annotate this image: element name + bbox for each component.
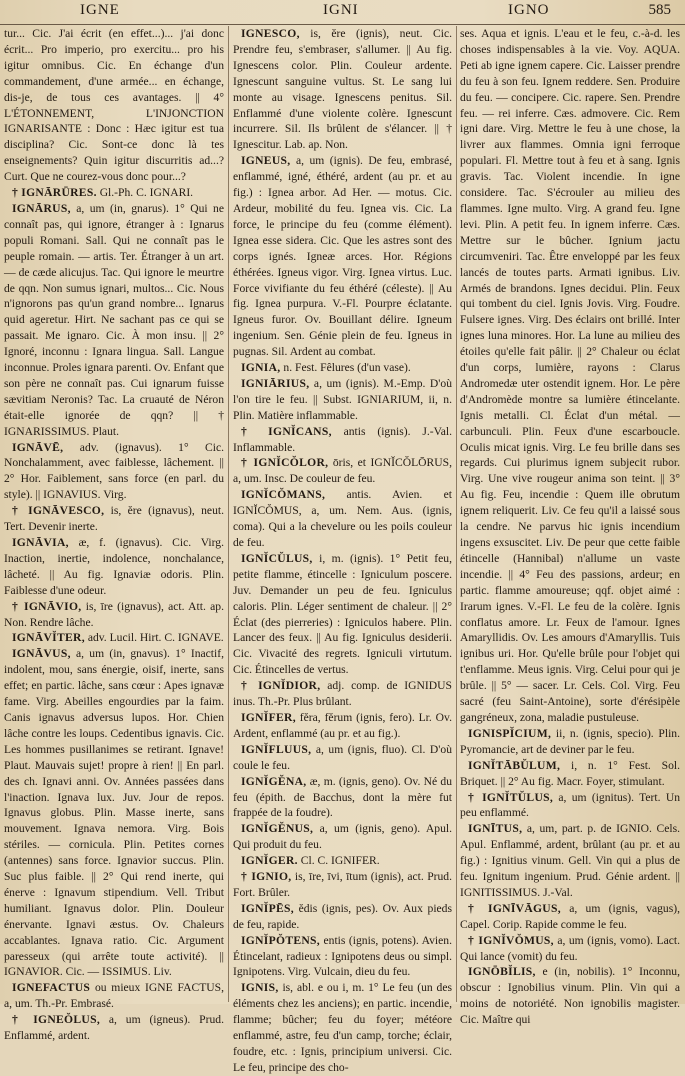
entry-headword: IGNĬGER. [241, 854, 298, 868]
entry-headword: IGNESCO, [241, 27, 300, 40]
dictionary-entry [233, 742, 452, 774]
entry-text: a, um (ignis, geno). Apul. Qui produit du feu. [233, 822, 452, 852]
entry-headword: IGNĬGĔNA, [241, 774, 307, 788]
dictionary-entry [4, 980, 224, 1012]
entry-headword: IGNĀVĒ, [12, 440, 64, 454]
dictionary-entry [233, 980, 452, 1075]
entry-text: a, um (ignis). M.-Emp. D'où l'on tire le feu. || Subst. IGNIARIUM, ii, n. Plin. Matière inflammable. [233, 376, 452, 422]
right-guide-word: IGNO [508, 2, 550, 18]
entry-headword: † IGNIO, [241, 870, 292, 884]
entry-headword: IGNĬPĒS, [241, 901, 294, 915]
entry-text: a, um (ignis). De feu, embrasé, enflammé, igné, éthéré, ardent (au pr. et au fig.) : Ignea arbor. Ad Her. — motus. Cic. Ardeur, mobilité du feu. Ignea vis. Cic. La force, le principe du feu (comme élément). Ignea esse sidera. Cic. Que les astres sont des corps ignés. Igneæ arces. Hor. Régions éthérées. Igneus vigor. Virg. Ignea virtus. Luc. Force vivifiante du feu éthéré (céleste). || Au fig. Ignea purpura. V.-Fl. Pourpre éclatante. Igneus furor. Ov. Bouillant délire. Igneum ingenium. Sen. Génie plein de feu. Igneus in pugnas. Sil. Ardent au combat. [233, 154, 453, 359]
entry-text: ōris, et IGNĬCŎLŌRUS, a, um. Insc. De couleur de feu. [233, 456, 453, 486]
entry-headword: IGNĬFER, [241, 710, 296, 724]
dictionary-entry [233, 869, 452, 901]
dictionary-entry [4, 440, 224, 504]
entry-text: a, um (ignis, fluo). Cl. D'où coule le feu. [233, 742, 452, 772]
entry-text: is, ĕre (ignis), neut. Cic. Prendre feu, s'embraser, s'allumer. || Au fig. Ignescens color. Plin. Couleur ardente. Ignescunt sanguine vultus. St. Le sang lui monte au visage. Ignescens penitus. Sil. Enflammé d'une violente colère. Ignescunt incurrere. Sil. Ils brûlent de s'élancer. || † Ignescitur. Lab. ap. Non. [233, 27, 452, 152]
dictionary-entry [4, 201, 224, 440]
dictionary-entry [233, 710, 452, 742]
entry-headword: † IGNĬTŬLUS, [468, 790, 554, 804]
dictionary-entry [4, 185, 224, 201]
entry-text: fĕra, fĕrum (ignis, fero). Lr. Ov. Ardent, enflammé (au pr. et au fig.). [233, 710, 452, 740]
entry-headword: † IGNĀRŪRES. [12, 186, 97, 200]
dictionary-entry [460, 901, 680, 933]
entry-headword: IGNĬCŬLUS, [241, 551, 313, 565]
entry-text: a, um (in, gnarus). 1° Qui ne connaît pas, qui ignore, étranger à : Ignarus populi Romani. Sall. Qui ne connaît pas le peuple romain. — artis. Ter. Étranger à un art. — de cæde alicujus. Tac. Qui ignore le meurtre de qqn. Non sumus ignari, multos... Cic. Nous n'ignorons pas qu'un grand nombre... Ignarus quid ageretur. Hirt. Ne sachant pas ce qui se passait. Me ignaro. Cic. À mon insu. || 2° Ignoré, inconnu : Ignara lingua. Sall. Langue inconnue. Proles ignara parenti. Ov. Enfant que son père ne connaît pas. Cui ignarum fuisse sævitiam Neronis? Tac. La cruauté de Néron était-elle ignorée de qqn? || † IGNARISSIMUS. Plaut. [4, 201, 224, 438]
dictionary-entry [460, 726, 680, 758]
entry-text: is, īre, īvi, ītum (ignis), act. Prud. Fort. Brûler. [233, 870, 452, 899]
dictionary-entry [4, 26, 224, 185]
entry-text: ii, n. (ignis, specio). Plin. Pyromancie, art de deviner par le feu. [460, 726, 680, 756]
entry-text: Cl. C. IGNIFER. [300, 854, 380, 868]
entry-text: a, um (igneus). Prud. Enflammé, ardent. [4, 1013, 224, 1043]
dictionary-entry [460, 758, 680, 790]
dictionary-entry [4, 630, 224, 646]
dictionary-entry [233, 360, 452, 376]
page-header [0, 0, 685, 25]
entry-text: is, abl. e ou i, m. 1° Le feu (un des éléments chez les anciens); en partic. incendie, flamme; bûcher; feu du foyer; météore enflammé, astre, feu d'un camp, torche; éclair, foudre, etc. : Ignis, principium universi. Cic. Le feu, principe des cho- [233, 981, 452, 1074]
entry-text: is, īre (ignavus), act. Att. ap. Non. Rendre lâche. [4, 599, 224, 629]
entry-text: adv. (ignavus). 1° Cic. Nonchalamment, avec faiblesse, lâchement. || 2° Hor. Faiblement, sans force (en parl. du style). || IGNAVIUS. Virg. [4, 440, 224, 502]
entry-text: ou mieux IGNE FACTUS, a, um. Th.-Pr. Embrasé. [4, 981, 224, 1011]
dictionary-entry [233, 455, 452, 487]
entry-text: a, um, part. p. de IGNIO. Cels. Apul. Enflammé, ardent, brûlant (au pr. et au fig.) : Ignitius vinum. Gell. Vin qui a plus de feu. Ignitum ingenium. Prud. Génie ardent. || IGNITISSIMUS. J.-Val. [460, 822, 680, 899]
left-guide-word: IGNE [80, 2, 120, 18]
dictionary-entry [233, 853, 452, 869]
dictionary-entry [233, 376, 452, 424]
dictionary-entry [460, 933, 680, 965]
entry-text: is, ĕre (ignavus), neut. Tert. Devenir inerte. [4, 504, 224, 534]
dictionary-entry [460, 790, 680, 822]
middle-guide-word: IGNI [323, 2, 359, 18]
dictionary-entry [233, 487, 452, 551]
entry-headword: † IGNĀVIO, [12, 599, 82, 613]
entry-headword: IGNŌBĬLIS, [468, 965, 536, 979]
dictionary-entry [233, 821, 452, 853]
entry-text: entis (ignis, potens). Avien. Étincelant, radieux : Ignipotens deus ou simpl. Ignipotens. Virg. Vulcain, dieu du feu. [233, 933, 452, 979]
entry-headword: IGNIA, [241, 361, 281, 375]
entry-headword: IGNĀVĬTER, [12, 631, 85, 645]
entry-headword: IGNĀRUS, [12, 201, 71, 215]
entry-text: a, um (in, gnavus). 1° Inactif, indolent, mou, sans énergie, oisif, inerte, sans effet; en partic. lâche, sans cœur : Apes ignavæ fame. Virg. Abeilles engourdies par la faim. Canis ignavus adversus lupos. Hor. Chien lâche contre les loups. Cedentibus ignavis. Cic. Les hommes pusillanimes se retirant. Ignave! Plaut. Mauvais sujet! propre à rien! || En parl. des ch. Ignavi anni. Ov. Années passées dans l'inaction. Ignava lux. Juv. Jour de repos. Ignavus globus. Plin. Masse inerte, sans mouvement. Ignava nemora. Virg. Bois stériles. — cornicula. Plin. Petites cornes (antennes) sans force. Ignavior succus. Plin. Suc plus faible. || 2° Qui rend inerte, qui énerve : Ignavum stipendium. Vell. Tribut humiliant. Ignavus dolor. Plin. Douleur énervante. Ignavi æstus. Ov. Chaleurs accablantes. Ignava ratio. Cic. Argument paresseux (qui arrête toute activité). || IGNAVIOR. Cic. — ISSIMUS. Liv. [4, 647, 224, 979]
column-divider [228, 26, 229, 1002]
entry-headword: IGNĬPŎTENS, [241, 933, 320, 947]
column-left [4, 26, 224, 1043]
entry-text: antis (ignis). J.-Val. Inflammable. [233, 424, 452, 454]
dictionary-entry [233, 774, 452, 822]
dictionary-entry [233, 551, 452, 678]
entry-headword: † IGNĀVESCO, [12, 504, 105, 518]
entry-text: n. Fest. Fêlures (d'un vase). [283, 361, 411, 375]
entry-headword: IGNĬCŎMANS, [241, 488, 326, 502]
entry-headword: IGNĀVIA, [12, 536, 69, 549]
entry-text: a, um (ignis, vagus), Capel. Corip. Rapide comme le feu. [460, 901, 680, 931]
dictionary-entry [460, 964, 680, 1028]
entry-headword: IGNIS, [241, 981, 279, 995]
dictionary-entry [460, 26, 680, 726]
entry-headword: † IGNĬDIOR, [241, 679, 321, 693]
entry-headword: † IGNĪVĀGUS, [468, 901, 561, 915]
entry-headword: IGNEUS, [241, 154, 291, 168]
dictionary-entry [4, 535, 224, 599]
dictionary-entry [4, 1012, 224, 1044]
dictionary-entry [233, 678, 452, 710]
column-divider [456, 26, 457, 1002]
entry-text: i, m. (ignis). 1° Petit feu, petite flamme, étincelle : Igniculum poscere. Juv. Demander un peu de feu. Igniculus caloris. Plin. Léger sentiment de chaleur. || 2° Éclat (des pierreries) : Igniculos habere. Plin. Lancer des feux. || Au fig. Igniculus desiderii. Cic. Vivacité des regrets. Igniculi virtutum. Cic. Étincelles de vertus. [233, 551, 452, 677]
entry-headword: IGNISPĬCIUM, [468, 726, 552, 740]
column-right [460, 26, 681, 1027]
page-number: 585 [648, 2, 671, 18]
dictionary-entry [4, 646, 224, 980]
entry-headword: IGNĀVUS, [12, 647, 71, 661]
dictionary-entry [233, 26, 452, 153]
entry-headword: † IGNEŎLUS, [12, 1013, 101, 1027]
entry-headword: IGNEFACTUS [12, 981, 91, 995]
entry-headword: † IGNĬCŎLOR, [241, 456, 329, 470]
entry-text: e (in, nobilis). 1° Inconnu, obscur : Ignobilius vinum. Plin. Vin qui a moins de notoriété. Non ignobilis magister. Cic. Maître qui [460, 965, 680, 1027]
entry-headword: IGNĬGĔNUS, [241, 822, 314, 836]
entry-text: Gl.-Ph. C. IGNARI. [99, 186, 194, 200]
dictionary-entry [233, 933, 452, 981]
entry-text: æ, f. (ignavus). Cic. Virg. Inaction, inertie, indolence, nonchalance, lâcheté. || Au fig. Ignaviæ odoris. Plin. Faiblesse d'une odeur. [4, 536, 224, 597]
entry-headword: IGNIĀRIUS, [241, 376, 310, 390]
entry-headword: IGNĪTUS, [468, 822, 523, 836]
column-middle [233, 26, 453, 1074]
entry-headword: IGNĬTĀBŬLUM, [468, 758, 561, 772]
dictionary-entry [233, 424, 452, 456]
entry-text: tur... Cic. J'ai écrit (en effet...)... j'ai donc écrit... Pro imperio, pro exercitu... pro his igitur omnibus. Cic. En échange d'un commandement, d'une armée... en échange, dis-je, de tous ces avantages. || 4° L'ÉTONNEMENT, L'INJONCTION IGNARISANTE : Donc : Hæc igitur est tua disciplina? Cic. Sont-ce donc là tes enseignements? Quin igitur discurritis ad...? Curt. Que ne courez-vous donc pour...? [4, 27, 224, 184]
entry-text: a, um (ignitus). Tert. Un peu enflammé. [460, 790, 680, 820]
dictionary-entry [460, 821, 680, 901]
entry-text: i, n. 1° Fest. Sol. Briquet. || 2° Au fig. Macr. Foyer, stimulant. [460, 758, 680, 788]
dictionary-entry [233, 153, 452, 360]
entry-text: antis. Avien. et IGNĬCŎMUS, a, um. Nem. Aus. (ignis, coma). Qui a la chevelure ou les poils couleur de feu. [233, 488, 452, 549]
entry-text: a, um (ignis, vomo). Lact. Qui lance (vomit) du feu. [460, 933, 681, 963]
entry-text: ses. Aqua et ignis. L'eau et le feu, c.-à-d. les choses indispensables à la vie. Voy. AQUA. Peti ab igne ignem capere. Cic. Laisser prendre du feu à son feu. Ignem reddere. Sen. Produire du feu. — concipere. Cic. rapere. Sen. Prendre feu. — rei inferre. Cæs. admovere. Cic. Rem igni dare. Virg. Mettre le feu à une chose, la livrer aux flammes. Omnia igni ferroque populari. Fl. Mettre tout à feu et à sang. Ignis gravis. Tac. Violent incendie. In igne considere. Tac. S'écrouler au milieu des flammes. Igne multo. Virg. A grand feu. Igne levi. Plin. A petit feu. In ignem inferre. Cæs. Mettre sur le bûcher. Ignium jactu circumveniri. Tac. Être enveloppé par les feux lancés de toutes parts. Armati ignibus. Liv. Armés de brandons. Ignes decidui. Plin. Feux qui tombent du ciel. Ignis Jovis. Virg. Foudre. Fulsere ignes. Virg. Des éclairs ont brillé. Inter ignes luna minores. Hor. La lune au milieu des étoiles qu'elle fait pâlir. || 2° Chaleur ou éclat d'un corps, lumière, rayons : Clarus Andromedæ uter ostendit ignem. Hor. Le père d'Andromède montre sa lumière étincelante. Ignis metalli. Cl. Éclat d'un métal. — carbunculi. Plin. Feux d'une escarboucle. Oculis micat ignis. Virg. Le feu brille dans ses regards. Cui plurimus ignem subjecit rubor. Virg. Une vive rougeur anima son teint. || 3° Au fig. Feu, incendie : Quem ille obrutum ignem reliquerit. Liv. Ce feu qu'il a laissé sous la cendre. Ne parvus hic ignis incendium ingens exsuscitet. Liv. De peur que cette faible étincelle (Hannibal) n'allume un vaste incendie. || 4° Feu des passions, ardeur; en partic. flamme amoureuse; qqf. objet aimé : Irarum ignes. V.-Fl. Le feu de la colère. Ignis conflatus amore. Lr. Feux de l'amour. Ignes Amaryllidis. Ov. Les amours d'Amaryllis. Tuis ignibus uri. Hor. Qu'elle brûle pour l'objet qui t'enflamme. Meus ignis. Virg. Celui pour qui je brûle. || 5° — sacer. Lr. Cels. Col. Virg. Feu sacré (feu Saint-Antoine), sorte d'érésipèle gangréneux, zona, maladie pustuleuse. [460, 27, 680, 724]
entry-headword: † IGNĬCANS, [241, 424, 332, 438]
dictionary-entry [233, 901, 452, 933]
entry-text: adj. comp. de IGNIDUS inus. Th.-Pr. Plus brûlant. [233, 679, 452, 709]
entry-text: adv. Lucil. Hirt. C. IGNAVE. [87, 631, 224, 645]
dictionary-entry [4, 599, 224, 631]
dictionary-entry [4, 503, 224, 535]
entry-headword: IGNĬFLUUS, [241, 742, 312, 756]
entry-headword: † IGNĬVŎMUS, [468, 933, 554, 947]
entry-text: æ, m. (ignis, geno). Ov. Né du feu (épith. de Bacchus, dont la mère fut frappée de la foudre). [233, 774, 453, 820]
entry-text: ĕdis (ignis, pes). Ov. Aux pieds de feu, rapide. [233, 901, 452, 931]
